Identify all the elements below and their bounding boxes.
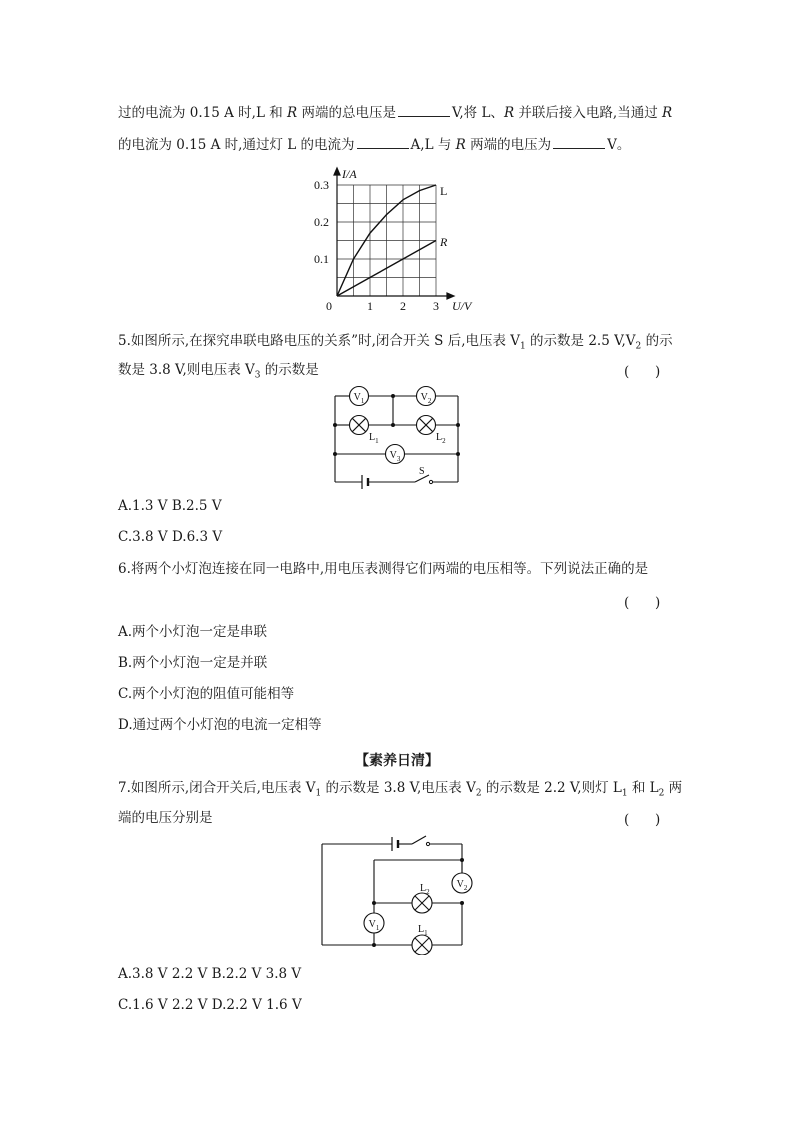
svg-text:V3: $V_3$ [389,450,401,463]
q7-stem-line-1: 7.如图所示,闭合开关后,电压表 $V_1$ 的示数是 3.8 V,电压表 $V_2$ 的示数是 2.2 V,则灯 $L_1$ 和 $L_2$ 两 [118,780,683,799]
lamp-l1-icon [412,935,432,955]
q7-circuit-diagram [312,830,482,955]
switch-label: S [419,466,425,477]
voltmeter-v2-icon [417,387,436,406]
q4-line-1: 过的电流为 0.15 A 时,L 和 R 两端的总电压是 V,将 L、R 并联后接入电路,当通过 R [118,105,673,121]
x-tick-label: 1 [367,299,373,313]
curve-R-label: R [440,235,448,249]
q5-answer-paren[interactable]: ( ) [624,364,661,380]
answer-blank-3[interactable] [553,136,605,149]
q5-options-cd[interactable]: C.3.8 V D.6.3 V [118,529,223,545]
q6-option-b[interactable]: B.两个小灯泡一定是并联 [118,655,268,671]
graph-grid [337,185,436,296]
lamp-l2-icon [412,893,432,913]
switch-icon [429,480,432,483]
q7-answer-paren[interactable]: ( ) [624,812,661,828]
curve-L-label: L [440,184,448,198]
x-tick-label: 2 [400,299,406,313]
switch-icon [426,842,429,845]
lamp-l2-label: $L_2$ [436,432,446,445]
y-axis-label: I/A [342,167,357,181]
y-tick-label: 0.3 [314,178,329,192]
q5-circuit-diagram [325,382,470,492]
voltmeter-v2-icon [452,873,472,893]
y-tick-label: 0.1 [314,252,329,266]
q7-options-cd[interactable]: C.1.6 V 2.2 V D.2.2 V 1.6 V [118,997,302,1013]
voltmeter-v3-icon [386,445,405,464]
q5-options-ab[interactable]: A.1.3 V B.2.5 V [118,498,222,514]
q6-answer-paren[interactable]: ( ) [624,595,661,611]
q6-option-c[interactable]: C.两个小灯泡的阻值可能相等 [118,686,295,702]
origin-label: 0 [326,299,332,313]
lamp-l2-label: $L_2$ [420,883,430,896]
y-tick-label: 0.2 [314,215,329,229]
q6-stem: 6.将两个小灯泡连接在同一电路中,用电压表测得它们两端的电压相等。下列说法正确的是 [118,561,649,577]
q6-option-a[interactable]: A.两个小灯泡一定是串联 [118,624,268,640]
q5-stem-line-1: 5.如图所示,在探究串联电路电压的关系”时,闭合开关 S 后,电压表 $V_1$ 的示数是 2.5 $V,V_2$ 的示 [118,333,673,352]
section-title: 【素养日清】 [355,753,439,769]
x-tick-label: 3 [433,299,439,313]
iu-graph [300,162,500,322]
svg-text:V2: $V_2$ [420,392,432,405]
q4-line-2: 的电流为 0.15 A 时,通过灯 L 的电流为 A,L 与 R 两端的电压为 V。 [118,137,631,153]
voltmeter-v1-icon [364,913,384,933]
lamp-l1-label: $L_1$ [418,924,428,937]
svg-text:V1: $V_1$ [368,919,380,932]
voltmeter-v1-icon [350,387,369,406]
y-axis-arrow [334,168,340,175]
q7-stem-line-2: 端的电压分别是 [118,810,213,826]
lamp-l2-icon [417,416,436,435]
svg-text:V2: $V_2$ [456,879,468,892]
x-axis-label: U/V [452,299,472,313]
lamp-l1-label: $L_1$ [369,432,379,445]
svg-text:V1: $V_1$ [353,392,365,405]
q6-option-d[interactable]: D.通过两个小灯泡的电流一定相等 [118,717,322,733]
answer-blank-2[interactable] [357,136,409,149]
q7-options-ab[interactable]: A.3.8 V 2.2 V B.2.2 V 3.8 V [118,966,302,982]
lamp-l1-icon [350,416,369,435]
q5-stem-line-2: 数是 3.8 V,则电压表 $V_3$ 的示数是 [118,362,319,381]
answer-blank-1[interactable] [398,104,450,117]
